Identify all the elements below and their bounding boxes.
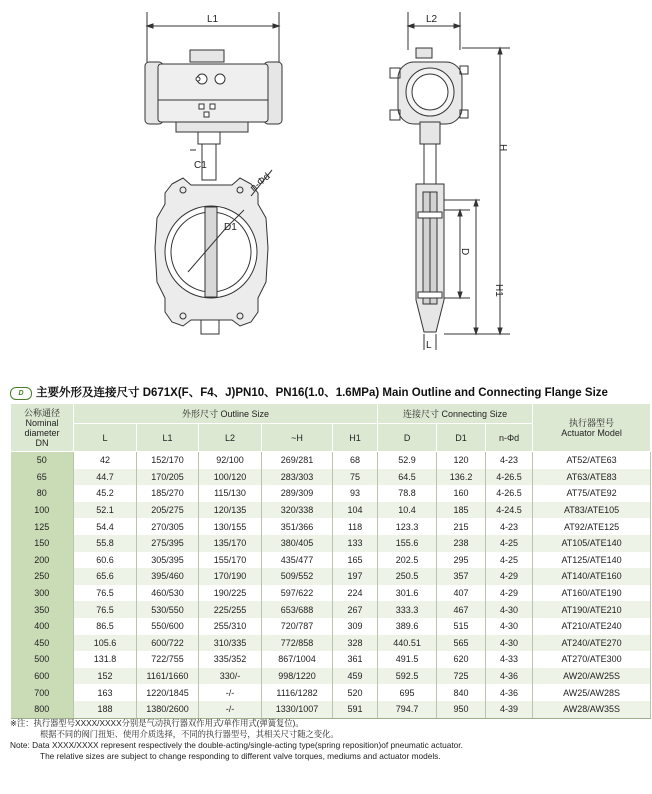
cell-dn: 600 — [11, 668, 74, 685]
table-cell: 283/303 — [262, 469, 333, 486]
table-cell: 54.4 — [74, 518, 137, 535]
table-cell: 467 — [437, 601, 486, 618]
table-cell: 152 — [74, 668, 137, 685]
table-cell: 4-26.5 — [486, 469, 533, 486]
table-cell: 130/155 — [199, 518, 262, 535]
table-cell: 190/225 — [199, 585, 262, 602]
cell-dn: 300 — [11, 585, 74, 602]
label-l2: L2 — [426, 14, 438, 25]
table-cell: 1220/1845 — [137, 684, 199, 701]
table-cell: -/- — [199, 701, 262, 718]
table-cell: 600/722 — [137, 635, 199, 652]
table-cell: 794.7 — [378, 701, 437, 718]
table-cell: 289/309 — [262, 485, 333, 502]
label-n-phi-d: n-Φd — [248, 171, 273, 194]
table-cell: 10.4 — [378, 502, 437, 519]
table-cell: 950 — [437, 701, 486, 718]
dimension-table — [10, 403, 651, 719]
header-col-d: D — [378, 424, 437, 452]
table-cell: AT125/ATE140 — [533, 552, 651, 569]
table-cell: 840 — [437, 684, 486, 701]
cell-dn: 250 — [11, 568, 74, 585]
table-cell: 320/338 — [262, 502, 333, 519]
table-cell: 155/170 — [199, 552, 262, 569]
header-col-l2: L2 — [199, 424, 262, 452]
cell-dn: 400 — [11, 618, 74, 635]
header-dn-cn: 公称通径 — [23, 407, 60, 418]
table-cell: 4-25 — [486, 535, 533, 552]
table-cell: 55.8 — [74, 535, 137, 552]
table-row — [11, 485, 651, 502]
cell-dn: 200 — [11, 552, 74, 569]
brand-logo: D — [10, 387, 32, 400]
table-cell: 165 — [333, 552, 378, 569]
table-cell: 64.5 — [378, 469, 437, 486]
header-col-d1: D1 — [437, 424, 486, 452]
table-cell: 335/352 — [199, 651, 262, 668]
table-row — [11, 535, 651, 552]
table-cell: 4-24.5 — [486, 502, 533, 519]
table-row — [11, 668, 651, 685]
table-cell: 1161/1660 — [137, 668, 199, 685]
table-cell: AT240/ATE270 — [533, 635, 651, 652]
table-cell: 653/688 — [262, 601, 333, 618]
table-cell: 361 — [333, 651, 378, 668]
table-cell: 389.6 — [378, 618, 437, 635]
table-cell: 460/530 — [137, 585, 199, 602]
table-cell: 4-25 — [486, 552, 533, 569]
cell-dn: 100 — [11, 502, 74, 519]
table-cell: 136.2 — [437, 469, 486, 486]
table-cell: 76.5 — [74, 601, 137, 618]
header-actuator-cn: 执行器型号 — [569, 417, 615, 428]
table-cell: 435/477 — [262, 552, 333, 569]
cell-dn: 65 — [11, 469, 74, 486]
table-cell: 333.3 — [378, 601, 437, 618]
table-cell: 4-26.5 — [486, 485, 533, 502]
table-cell: 4-29 — [486, 585, 533, 602]
table-cell: 295 — [437, 552, 486, 569]
table-cell: 170/205 — [137, 469, 199, 486]
table-cell: 205/275 — [137, 502, 199, 519]
label-h1: H1 — [493, 284, 504, 297]
cell-dn: 125 — [11, 518, 74, 535]
table-cell: 224 — [333, 585, 378, 602]
table-cell: 720/787 — [262, 618, 333, 635]
table-cell: 550/600 — [137, 618, 199, 635]
table-cell: 197 — [333, 568, 378, 585]
table-cell: 772/858 — [262, 635, 333, 652]
table-cell: 380/405 — [262, 535, 333, 552]
table-cell: 100/120 — [199, 469, 262, 486]
table-cell: 60.6 — [74, 552, 137, 569]
header-dn — [11, 404, 74, 452]
table-row — [11, 552, 651, 569]
header-actuator-en: Actuator Model — [561, 427, 622, 438]
table-cell: AT270/ATE300 — [533, 651, 651, 668]
table-cell: 65.6 — [74, 568, 137, 585]
table-row — [11, 502, 651, 519]
table-cell: AT190/ATE210 — [533, 601, 651, 618]
table-cell: 78.8 — [378, 485, 437, 502]
table-cell: 68 — [333, 452, 378, 469]
table-cell: 867/1004 — [262, 651, 333, 668]
table-cell: 135/170 — [199, 535, 262, 552]
table-cell: AT83/ATE105 — [533, 502, 651, 519]
table-cell: 52.1 — [74, 502, 137, 519]
table-cell: 133 — [333, 535, 378, 552]
table-cell: 44.7 — [74, 469, 137, 486]
table-cell: 591 — [333, 701, 378, 718]
cell-dn: 80 — [11, 485, 74, 502]
note-en-2: The relative sizes are subject to change responding to different valve torques, mediums and actuator models. — [40, 751, 441, 761]
table-cell: 92/100 — [199, 452, 262, 469]
table-row — [11, 518, 651, 535]
table-cell: 86.5 — [74, 618, 137, 635]
table-cell: 202.5 — [378, 552, 437, 569]
table-cell: 238 — [437, 535, 486, 552]
table-cell: 163 — [74, 684, 137, 701]
table-cell: 4-36 — [486, 668, 533, 685]
table-cell: 301.6 — [378, 585, 437, 602]
table-cell: 215 — [437, 518, 486, 535]
section-title: 主要外形及连接尺寸 D671X(F、F4、J)PN10、PN16(1.0、1.6MPa) Main Outline and Connecting Flange Size — [36, 387, 608, 399]
table-cell: 188 — [74, 701, 137, 718]
label-c1: C1 — [194, 160, 207, 171]
header-col-l: L — [74, 424, 137, 452]
cell-dn: 150 — [11, 535, 74, 552]
table-cell: 93 — [333, 485, 378, 502]
table-cell: 118 — [333, 518, 378, 535]
note-cn-2: 根据不同的阀门扭矩、使用介质选择，不同的执行器型号，其相关尺寸随之变化。 — [40, 729, 339, 739]
table-row — [11, 651, 651, 668]
table-cell: 120 — [437, 452, 486, 469]
table-cell: 4-33 — [486, 651, 533, 668]
table-row — [11, 618, 651, 635]
table-cell: 155.6 — [378, 535, 437, 552]
table-row — [11, 469, 651, 486]
table-cell: AT105/ATE140 — [533, 535, 651, 552]
table-cell: 491.5 — [378, 651, 437, 668]
table-cell: 120/135 — [199, 502, 262, 519]
table-cell: AT52/ATE63 — [533, 452, 651, 469]
table-cell: AW25/AW28S — [533, 684, 651, 701]
table-cell: 160 — [437, 485, 486, 502]
header-dn-en3: DN — [35, 437, 49, 448]
table-cell: 225/255 — [199, 601, 262, 618]
table-cell: 330/- — [199, 668, 262, 685]
cell-dn: 350 — [11, 601, 74, 618]
table-cell: 4-36 — [486, 684, 533, 701]
header-col-l1: L1 — [137, 424, 199, 452]
table-cell: 4-23 — [486, 518, 533, 535]
table-cell: 123.3 — [378, 518, 437, 535]
header-connecting-size: 连接尺寸 Connecting Size — [378, 404, 533, 424]
table-cell: 309 — [333, 618, 378, 635]
table-cell: 459 — [333, 668, 378, 685]
header-col-h1: H1 — [333, 424, 378, 452]
table-cell: 530/550 — [137, 601, 199, 618]
table-row — [11, 701, 651, 718]
table-cell: 4-29 — [486, 568, 533, 585]
table-cell: 509/552 — [262, 568, 333, 585]
table-cell: 170/190 — [199, 568, 262, 585]
header-col-n-phi-d: n-Φd — [486, 424, 533, 452]
cell-dn: 450 — [11, 635, 74, 652]
table-cell: 515 — [437, 618, 486, 635]
table-cell: 1116/1282 — [262, 684, 333, 701]
note-en-1: Note: Data XXXX/XXXX represent respectively the double-acting/single-acting type(spring reposition)of pneumatic actuator. — [10, 740, 463, 750]
table-cell: AW28/AW35S — [533, 701, 651, 718]
table-cell: 52.9 — [378, 452, 437, 469]
label-d: D — [459, 248, 470, 256]
table-cell: 1380/2600 — [137, 701, 199, 718]
table-cell: AW20/AW25S — [533, 668, 651, 685]
table-row — [11, 601, 651, 618]
table-cell: 440.51 — [378, 635, 437, 652]
table-cell: 407 — [437, 585, 486, 602]
table-cell: 357 — [437, 568, 486, 585]
label-l: L — [426, 340, 432, 351]
table-cell: 4-30 — [486, 618, 533, 635]
table-cell: 76.5 — [74, 585, 137, 602]
table-cell: 255/310 — [199, 618, 262, 635]
header-outline-size: 外形尺寸 Outline Size — [74, 404, 378, 424]
table-cell: 592.5 — [378, 668, 437, 685]
label-h: H — [497, 144, 508, 152]
label-d1: D1 — [224, 222, 237, 233]
table-cell: 104 — [333, 502, 378, 519]
table-cell: 4-39 — [486, 701, 533, 718]
table-cell: 351/366 — [262, 518, 333, 535]
notes — [10, 718, 650, 762]
table-row — [11, 585, 651, 602]
cell-dn: 700 — [11, 684, 74, 701]
table-cell: 998/1220 — [262, 668, 333, 685]
header-dn-en2: diameter — [24, 427, 60, 438]
table-cell: 4-23 — [486, 452, 533, 469]
table-cell: 4-30 — [486, 635, 533, 652]
table-cell: AT75/ATE92 — [533, 485, 651, 502]
table-cell: 152/170 — [137, 452, 199, 469]
header-dn-en1: Nominal — [25, 417, 59, 428]
table-row — [11, 684, 651, 701]
table-cell: 185 — [437, 502, 486, 519]
header-col-h: ~H — [262, 424, 333, 452]
table-cell: AT160/ATE190 — [533, 585, 651, 602]
table-cell: 250.5 — [378, 568, 437, 585]
table-cell: 42 — [74, 452, 137, 469]
table-cell: 105.6 — [74, 635, 137, 652]
table-cell: 4-30 — [486, 601, 533, 618]
table-cell: 275/395 — [137, 535, 199, 552]
label-l1: L1 — [207, 14, 219, 25]
table-cell: 520 — [333, 684, 378, 701]
cell-dn: 50 — [11, 452, 74, 469]
table-cell: 131.8 — [74, 651, 137, 668]
table-cell: 305/395 — [137, 552, 199, 569]
table-cell: AT63/ATE83 — [533, 469, 651, 486]
table-cell: 725 — [437, 668, 486, 685]
header-actuator — [533, 404, 651, 452]
valve-outline-drawing — [0, 0, 652, 360]
cell-dn: 500 — [11, 651, 74, 668]
table-cell: AT210/ATE240 — [533, 618, 651, 635]
table-cell: 597/622 — [262, 585, 333, 602]
table-cell: AT92/ATE125 — [533, 518, 651, 535]
cell-dn: 800 — [11, 701, 74, 718]
note-cn-1: ※注：执行器型号XXXX/XXXX分别是气动执行器双作用式/单作用式(弹簧复位)。 — [10, 718, 304, 728]
table-row — [11, 452, 651, 469]
table-cell: 565 — [437, 635, 486, 652]
table-cell: 45.2 — [74, 485, 137, 502]
table-cell: 328 — [333, 635, 378, 652]
table-body — [11, 452, 651, 719]
table-cell: 722/755 — [137, 651, 199, 668]
table-cell: 75 — [333, 469, 378, 486]
table-cell: 269/281 — [262, 452, 333, 469]
table-cell: 267 — [333, 601, 378, 618]
table-cell: 620 — [437, 651, 486, 668]
table-cell: -/- — [199, 684, 262, 701]
section-heading — [10, 384, 650, 402]
table-cell: 270/305 — [137, 518, 199, 535]
table-cell: AT140/ATE160 — [533, 568, 651, 585]
table-cell: 395/460 — [137, 568, 199, 585]
table-cell: 695 — [378, 684, 437, 701]
table-cell: 185/270 — [137, 485, 199, 502]
table-cell: 1330/1007 — [262, 701, 333, 718]
table-cell: 310/335 — [199, 635, 262, 652]
table-row — [11, 635, 651, 652]
table-row — [11, 568, 651, 585]
table-cell: 115/130 — [199, 485, 262, 502]
